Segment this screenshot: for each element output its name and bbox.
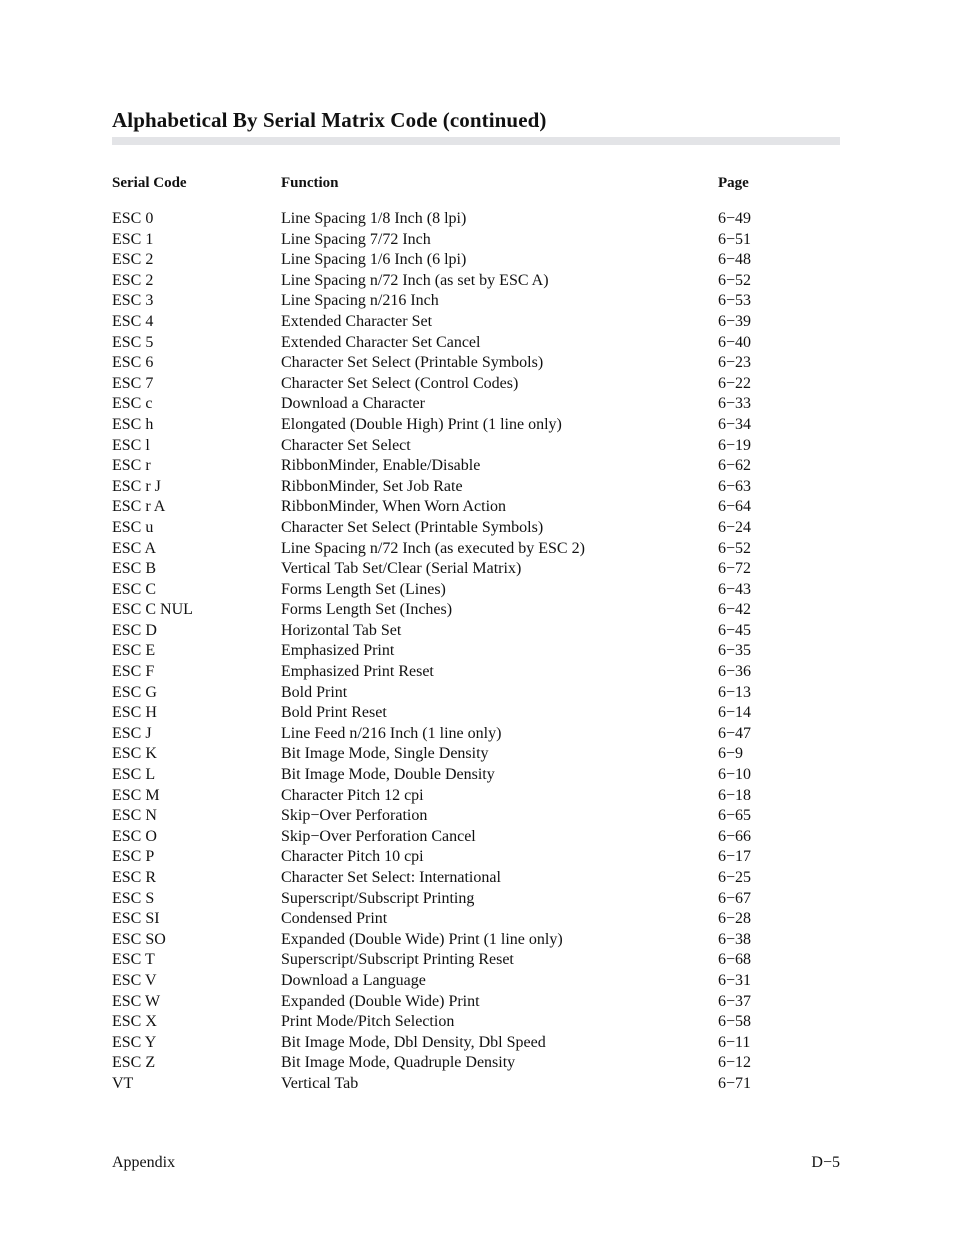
table-row — [0, 250, 954, 271]
function-cell: Extended Character Set — [281, 312, 433, 330]
serial-code-cell: ESC A — [112, 539, 157, 557]
page-cell: 6−23 — [718, 354, 752, 372]
page-cell: 6−43 — [718, 580, 752, 598]
function-cell: Forms Length Set (Lines) — [281, 580, 446, 598]
function-cell: Vertical Tab — [281, 1074, 359, 1092]
serial-code-cell: ESC S — [112, 889, 155, 907]
page-cell: 6−28 — [718, 910, 752, 928]
table-row — [0, 291, 954, 312]
serial-code-cell: VT — [112, 1074, 134, 1092]
serial-code-cell: ESC F — [112, 663, 155, 681]
page-cell: 6−14 — [718, 704, 752, 722]
page-cell: 6−22 — [718, 374, 752, 392]
page-title: Alphabetical By Serial Matrix Code (continued) — [112, 108, 547, 132]
page-cell: 6−39 — [718, 312, 752, 330]
table-row — [0, 436, 954, 457]
page-cell: 6−72 — [718, 560, 752, 578]
serial-code-cell: ESC r — [112, 457, 151, 475]
page-cell: 6−19 — [718, 436, 752, 454]
function-cell: Superscript/Subscript Printing — [281, 889, 475, 907]
serial-code-cell: ESC r A — [112, 498, 166, 516]
table-row — [0, 230, 954, 251]
function-cell: Horizontal Tab Set — [281, 621, 402, 639]
function-cell: Extended Character Set Cancel — [281, 333, 481, 351]
function-cell: Bold Print Reset — [281, 704, 387, 722]
function-cell: Line Spacing 7/72 Inch — [281, 230, 431, 248]
page-cell: 6−25 — [718, 869, 752, 886]
serial-code-cell: ESC 1 — [112, 230, 154, 248]
table-row — [0, 353, 954, 374]
page-cell: 6−47 — [718, 724, 752, 742]
table-row — [0, 477, 954, 498]
page-cell: 6−11 — [718, 1033, 751, 1051]
page-cell: 6−33 — [718, 395, 752, 413]
serial-code-cell: ESC C NUL — [112, 601, 193, 619]
serial-code-cell: ESC 2 — [112, 251, 154, 269]
function-cell: RibbonMinder, When Worn Action — [281, 498, 507, 516]
function-cell: Elongated (Double High) Print (1 line only) — [281, 415, 562, 433]
serial-code-cell: ESC P — [112, 848, 155, 866]
page-cell: 6−65 — [718, 807, 752, 825]
serial-code-cell: ESC 4 — [112, 312, 154, 330]
function-cell: Expanded (Double Wide) Print — [281, 992, 480, 1010]
table-row — [0, 662, 954, 683]
serial-code-cell: ESC R — [112, 869, 157, 886]
table-row — [0, 909, 954, 930]
table-row — [0, 600, 954, 621]
function-cell: Emphasized Print — [281, 642, 395, 660]
table-row — [0, 1053, 954, 1074]
function-cell: Line Feed n/216 Inch (1 line only) — [281, 724, 502, 742]
page-cell: 6−64 — [718, 498, 752, 516]
serial-code-cell: ESC L — [112, 766, 156, 784]
page-cell: 6−53 — [718, 292, 752, 310]
table-row — [0, 683, 954, 704]
page-cell: 6−18 — [718, 786, 752, 804]
function-cell: Line Spacing n/72 Inch (as set by ESC A) — [281, 271, 549, 289]
serial-code-cell: ESC l — [112, 436, 150, 454]
table-body — [0, 209, 954, 1095]
serial-code-cell: ESC 0 — [112, 210, 154, 227]
function-cell: Bit Image Mode, Double Density — [281, 766, 495, 784]
serial-code-cell: ESC Z — [112, 1054, 156, 1072]
page-cell: 6−71 — [718, 1074, 752, 1092]
serial-code-cell: ESC 2 — [112, 271, 154, 289]
table-row — [0, 497, 954, 518]
serial-code-cell: ESC B — [112, 560, 157, 578]
serial-code-cell: ESC C — [112, 580, 157, 598]
serial-code-cell: ESC 3 — [112, 292, 154, 310]
function-cell: Skip−Over Perforation Cancel — [281, 827, 476, 845]
page-cell: 6−62 — [718, 457, 752, 475]
function-cell: Expanded (Double Wide) Print (1 line only) — [281, 930, 563, 948]
function-cell: Character Set Select (Printable Symbols) — [281, 518, 544, 536]
table-row — [0, 539, 954, 560]
function-cell: Skip−Over Perforation — [281, 807, 428, 825]
table-row — [0, 456, 954, 477]
footer-page-number: D−5 — [811, 1154, 840, 1171]
serial-code-cell: ESC 6 — [112, 354, 154, 372]
page-cell: 6−45 — [718, 621, 752, 639]
table-row — [0, 868, 954, 889]
function-cell: Print Mode/Pitch Selection — [281, 1013, 455, 1031]
title-rule — [112, 137, 840, 145]
function-cell: Line Spacing 1/8 Inch (8 lpi) — [281, 210, 467, 227]
page-cell: 6−40 — [718, 333, 752, 351]
serial-code-cell: ESC W — [112, 992, 161, 1010]
page-cell: 6−52 — [718, 271, 752, 289]
table-row — [0, 889, 954, 910]
table-row — [0, 703, 954, 724]
table-row — [0, 1033, 954, 1054]
function-cell: Line Spacing n/72 Inch (as executed by ESC 2) — [281, 539, 585, 557]
serial-code-cell: ESC E — [112, 642, 156, 660]
page-cell: 6−58 — [718, 1013, 752, 1031]
table-header — [0, 172, 954, 194]
table-row — [0, 765, 954, 786]
serial-code-cell: ESC Y — [112, 1033, 157, 1051]
page-cell: 6−35 — [718, 642, 752, 660]
serial-code-cell: ESC G — [112, 683, 157, 701]
serial-code-cell: ESC SO — [112, 930, 166, 948]
function-cell: Superscript/Subscript Printing Reset — [281, 951, 514, 969]
table-row — [0, 518, 954, 539]
serial-code-cell: ESC M — [112, 786, 160, 804]
function-cell: Character Set Select — [281, 436, 411, 454]
function-cell: Character Set Select (Control Codes) — [281, 374, 519, 392]
table-row — [0, 1074, 954, 1095]
table-row — [0, 312, 954, 333]
page-cell: 6−63 — [718, 477, 752, 495]
function-cell: Line Spacing 1/6 Inch (6 lpi) — [281, 251, 467, 269]
table-row — [0, 744, 954, 765]
serial-code-cell: ESC O — [112, 827, 157, 845]
table-row — [0, 950, 954, 971]
page-cell: 6−49 — [718, 210, 752, 227]
function-cell: Character Pitch 10 cpi — [281, 848, 424, 866]
serial-code-cell: ESC SI — [112, 910, 160, 928]
page-cell: 6−37 — [718, 992, 752, 1010]
serial-code-cell: ESC u — [112, 518, 154, 536]
table-row — [0, 333, 954, 354]
page-cell: 6−10 — [718, 766, 752, 784]
page-cell: 6−68 — [718, 951, 752, 969]
serial-code-cell: ESC K — [112, 745, 157, 763]
header-function: Function — [281, 175, 339, 191]
page-cell: 6−12 — [718, 1054, 752, 1072]
table-row — [0, 641, 954, 662]
table-row — [0, 415, 954, 436]
page-cell: 6−36 — [718, 663, 752, 681]
serial-code-cell: ESC N — [112, 807, 157, 825]
header-page: Page — [718, 175, 749, 191]
table-row — [0, 827, 954, 848]
table-row — [0, 1012, 954, 1033]
function-cell: Character Set Select (Printable Symbols) — [281, 354, 544, 372]
table-row — [0, 580, 954, 601]
table-row — [0, 806, 954, 827]
page-cell: 6−67 — [718, 889, 752, 907]
table-row — [0, 559, 954, 580]
table-row — [0, 971, 954, 992]
table-row — [0, 621, 954, 642]
table-row — [0, 847, 954, 868]
table-row — [0, 930, 954, 951]
function-cell: RibbonMinder, Enable/Disable — [281, 457, 481, 475]
table-row — [0, 271, 954, 292]
function-cell: Bit Image Mode, Dbl Density, Dbl Speed — [281, 1033, 546, 1051]
serial-code-cell: ESC V — [112, 971, 157, 989]
function-cell: Line Spacing n/216 Inch — [281, 292, 439, 310]
table-row — [0, 394, 954, 415]
function-cell: Character Pitch 12 cpi — [281, 786, 424, 804]
table-row — [0, 992, 954, 1013]
function-cell: Bit Image Mode, Single Density — [281, 745, 489, 763]
page-cell: 6−66 — [718, 827, 752, 845]
serial-code-cell: ESC T — [112, 951, 155, 969]
serial-code-cell: ESC J — [112, 724, 152, 742]
page-cell: 6−13 — [718, 683, 752, 701]
function-cell: Download a Language — [281, 971, 426, 989]
serial-code-cell: ESC c — [112, 395, 153, 413]
function-cell: Vertical Tab Set/Clear (Serial Matrix) — [281, 560, 522, 578]
page-cell: 6−51 — [718, 230, 752, 248]
function-cell: Condensed Print — [281, 910, 388, 928]
serial-code-cell: ESC X — [112, 1013, 157, 1031]
table-row — [0, 724, 954, 745]
page-cell: 6−31 — [718, 971, 752, 989]
function-cell: Character Set Select: International — [281, 869, 501, 886]
table-row — [0, 786, 954, 807]
page-cell: 6−52 — [718, 539, 752, 557]
page-cell: 6−48 — [718, 251, 752, 269]
function-cell: Emphasized Print Reset — [281, 663, 434, 681]
serial-code-cell: ESC H — [112, 704, 157, 722]
serial-code-cell: ESC 7 — [112, 374, 154, 392]
function-cell: Bit Image Mode, Quadruple Density — [281, 1054, 516, 1072]
page-cell: 6−42 — [718, 601, 752, 619]
function-cell: Download a Character — [281, 395, 425, 413]
function-cell: Bold Print — [281, 683, 348, 701]
page-cell: 6−9 — [718, 745, 744, 763]
function-cell: RibbonMinder, Set Job Rate — [281, 477, 463, 495]
serial-code-cell: ESC D — [112, 621, 157, 639]
footer-section: Appendix — [112, 1154, 176, 1171]
page-cell: 6−24 — [718, 518, 752, 536]
serial-code-cell: ESC h — [112, 415, 154, 433]
serial-code-cell: ESC 5 — [112, 333, 154, 351]
function-cell: Forms Length Set (Inches) — [281, 601, 453, 619]
serial-code-cell: ESC r J — [112, 477, 161, 495]
page-cell: 6−17 — [718, 848, 752, 866]
table-row — [0, 374, 954, 395]
table-row — [0, 209, 954, 230]
header-serial-code: Serial Code — [112, 175, 187, 191]
page-cell: 6−38 — [718, 930, 752, 948]
page-cell: 6−34 — [718, 415, 752, 433]
